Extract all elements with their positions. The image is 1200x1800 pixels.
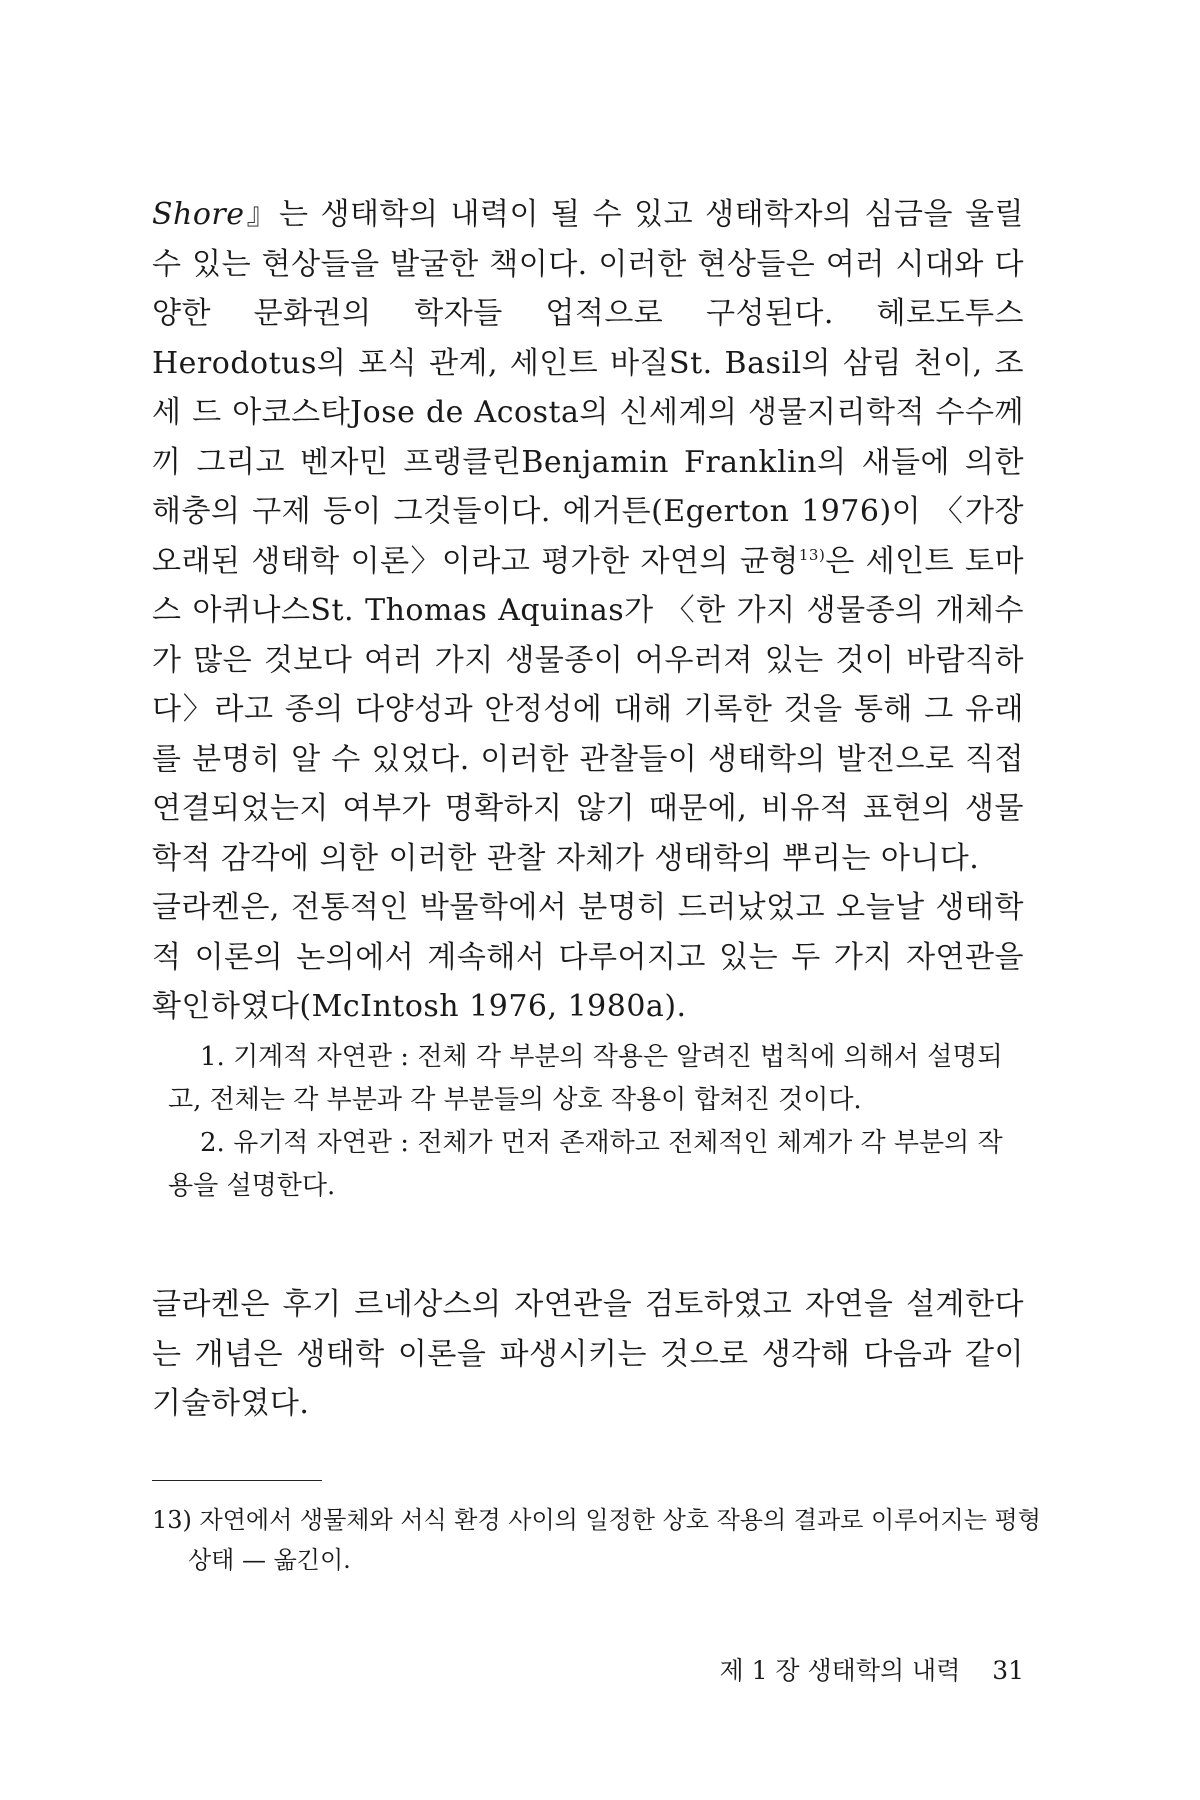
book-title-fragment: Shore (152, 197, 245, 232)
footnote-divider (152, 1480, 322, 1481)
footnote: 13) 자연에서 생물체와 서식 환경 사이의 일정한 상호 작용의 결과로 이루어지는 평형 상태 — 옮긴이. (152, 1506, 1041, 1574)
paragraph-1-text-a: 』는 생태학의 내력이 될 수 있고 생태학자의 심금을 울릴 수 있는 현상들을 발굴한 책이다. 이러한 현상들은 여러 시대와 다양한 문화권의 학자들 업적으로 구성된다. 헤로도투스Herodotus의 포식 관계, 세인트 바질St. Basil의 삼림 천이, 조세 드 아코스타Jose de Acosta의 신세계의 생물지리학적 수수께끼 그리고 벤자민 프랭클린Benjamin Franklin의 새들에 의한 해충의 구제 등이 그것들이다. 에거튼(Egerton 1976)이 〈가장 오래된 생태학 이론〉이라고 평가한 자연의 균형 (152, 197, 1024, 579)
footnote-marker: 13) (798, 545, 826, 564)
paragraph-2: 글라켄은, 전통적인 박물학에서 분명히 드러났었고 오늘날 생태학적 이론의 논의에서 계속해서 다루어지고 있는 두 가지 자연관을 확인하였다(McIntosh 1976, 1980a). (152, 890, 1024, 1024)
list-item: 1. 기계적 자연관 : 전체 각 부분의 작용은 알려진 법칙에 의해서 설명되고, 전체는 각 부분과 각 부분들의 상호 작용이 합쳐진 것이다. (168, 1042, 1003, 1115)
main-text (152, 190, 1024, 1032)
chapter-title: 제 1 장 생태학의 내력 (719, 1656, 961, 1685)
paragraph-3: 글라켄은 후기 르네상스의 자연관을 검토하였고 자연을 설계한다는 개념은 생태학 이론을 파생시키는 것으로 생각해 다음과 같이 기술하였다. (152, 1287, 1024, 1421)
list-item: 2. 유기적 자연관 : 전체가 먼저 존재하고 전체적인 체계가 각 부분의 작용을 설명한다. (168, 1128, 1003, 1201)
page-number: 31 (992, 1656, 1024, 1685)
paragraph-1 (152, 190, 1024, 883)
page-footer (719, 1655, 1024, 1687)
numbered-list (168, 1036, 1024, 1208)
paragraph-1-text-b: 은 세인트 토마스 아퀴나스St. Thomas Aquinas가 〈한 가지 생물종의 개체수가 많은 것보다 여러 가지 생물종이 어우러져 있는 것이 바람직하다〉라고 종의 다양성과 안정성에 대해 기록한 것을 통해 그 유래를 분명히 알 수 있었다. 이러한 관찰들이 생태학의 발전으로 직접 연결되었는지 여부가 명확하지 않기 때문에, 비유적 표현의 생물학적 감각에 의한 이러한 관찰 자체가 생태학의 뿌리는 아니다. (152, 543, 1024, 876)
